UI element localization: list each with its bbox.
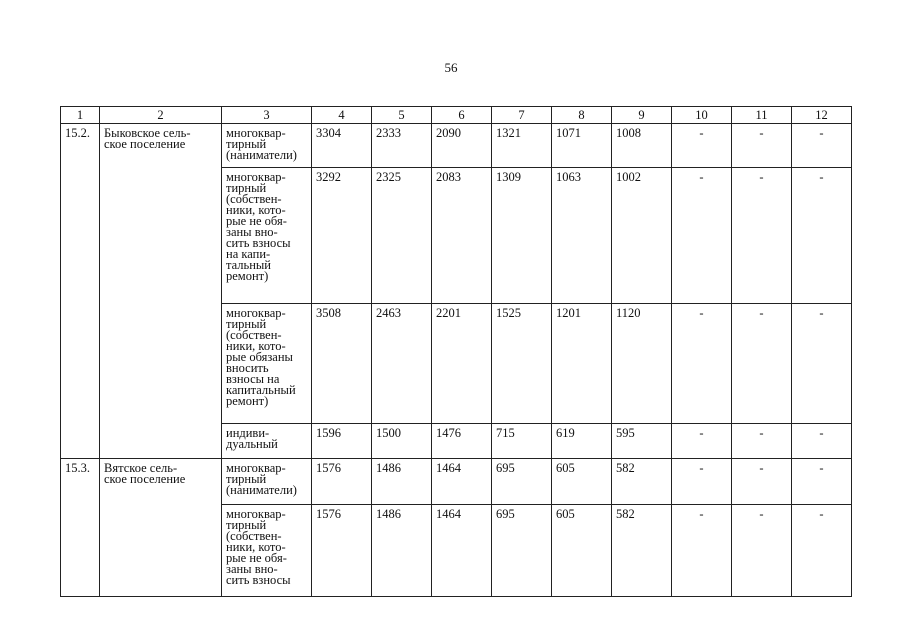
value-cell: 595 [612,424,672,459]
value-cell: 1486 [372,459,432,505]
header-cell: 11 [732,107,792,124]
value-cell: 1476 [432,424,492,459]
value-cell: 1201 [552,304,612,424]
housing-type: индиви- дуальный [222,424,312,459]
row-index: 15.3. [61,459,100,597]
value-cell: - [732,168,792,304]
value-cell: - [732,124,792,168]
value-cell: 1008 [612,124,672,168]
value-cell: 3304 [312,124,372,168]
value-cell: 2463 [372,304,432,424]
value-cell: - [732,505,792,597]
value-cell: 3508 [312,304,372,424]
header-cell: 6 [432,107,492,124]
value-cell: 582 [612,505,672,597]
tariff-table [60,106,852,597]
value-cell: 1321 [492,124,552,168]
value-cell: 605 [552,459,612,505]
housing-type: многоквар- тирный (собствен- ники, кото- рые обязаны вносить взносы на капитальный ремонт) [222,304,312,424]
header-cell: 10 [672,107,732,124]
value-cell: - [792,124,852,168]
value-cell: - [792,304,852,424]
value-cell: 1464 [432,459,492,505]
housing-type: многоквар- тирный (наниматели) [222,459,312,505]
value-cell: - [672,459,732,505]
value-cell: 695 [492,505,552,597]
value-cell: 1309 [492,168,552,304]
housing-type: многоквар- тирный (собствен- ники, кото- рые не обя- заны вно- сить взносы [222,505,312,597]
value-cell: 2083 [432,168,492,304]
value-cell: 1486 [372,505,432,597]
value-cell: 1576 [312,459,372,505]
value-cell: 619 [552,424,612,459]
value-cell: 2325 [372,168,432,304]
value-cell: 3292 [312,168,372,304]
table-row [61,124,852,168]
value-cell: 1002 [612,168,672,304]
value-cell: - [672,424,732,459]
settlement-name: Вятское сель- ское поселение [100,459,222,597]
header-cell: 5 [372,107,432,124]
value-cell: 2090 [432,124,492,168]
value-cell: 695 [492,459,552,505]
header-cell: 7 [492,107,552,124]
housing-type: многоквар- тирный (наниматели) [222,124,312,168]
value-cell: 1120 [612,304,672,424]
value-cell: 1464 [432,505,492,597]
page-number: 56 [444,60,458,75]
value-cell: 1576 [312,505,372,597]
settlement-name: Быковское сель- ское поселение [100,124,222,459]
value-cell: 582 [612,459,672,505]
value-cell: - [792,168,852,304]
value-cell: - [672,168,732,304]
value-cell: 1063 [552,168,612,304]
value-cell: - [732,304,792,424]
value-cell: 715 [492,424,552,459]
housing-type: многоквар- тирный (собствен- ники, кото- рые не обя- заны вно- сить взносы на капи- тальный ремонт) [222,168,312,304]
value-cell: 2201 [432,304,492,424]
value-cell: - [672,505,732,597]
header-cell: 2 [100,107,222,124]
table-row [61,459,852,505]
row-index: 15.2. [61,124,100,459]
value-cell: - [792,505,852,597]
header-cell: 9 [612,107,672,124]
value-cell: 1500 [372,424,432,459]
header-cell: 3 [222,107,312,124]
header-cell: 1 [61,107,100,124]
value-cell: 1596 [312,424,372,459]
value-cell: - [732,424,792,459]
header-cell: 4 [312,107,372,124]
value-cell: 2333 [372,124,432,168]
header-cell: 8 [552,107,612,124]
value-cell: - [672,124,732,168]
value-cell: - [792,424,852,459]
value-cell: - [672,304,732,424]
header-cell: 12 [792,107,852,124]
value-cell: 605 [552,505,612,597]
value-cell: 1525 [492,304,552,424]
value-cell: 1071 [552,124,612,168]
header-row [61,107,852,124]
value-cell: - [792,459,852,505]
value-cell: - [732,459,792,505]
